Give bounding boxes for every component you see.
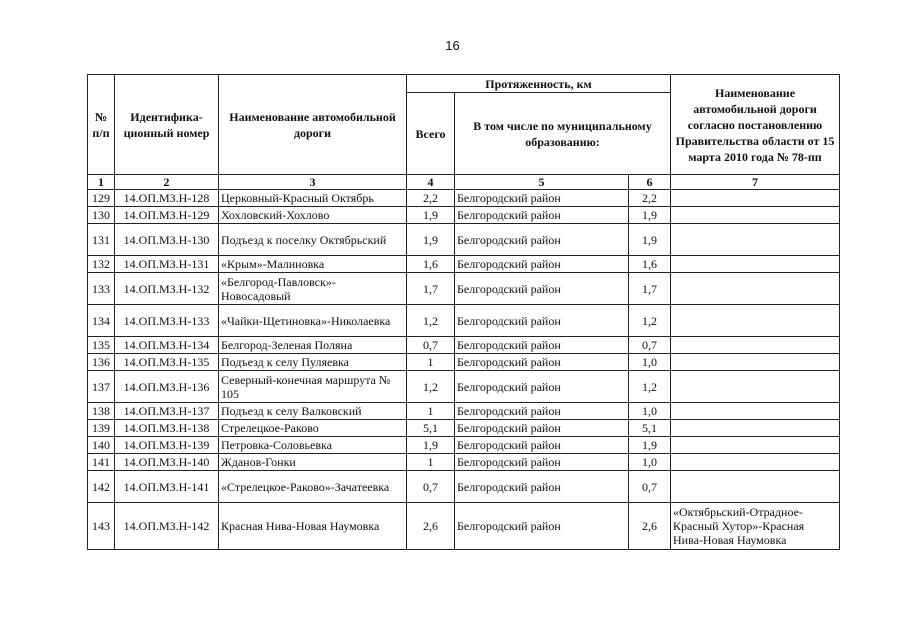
decree-name: [671, 403, 840, 420]
road-name: Церковный-Красный Октябрь: [219, 190, 407, 207]
table-row: [88, 337, 840, 354]
road-name: Хохловский-Хохлово: [219, 207, 407, 224]
table-row: [88, 471, 840, 503]
length-district: 1,0: [629, 354, 671, 371]
column-number: 5: [455, 175, 629, 190]
road-name: Подъезд к селу Валковский: [219, 403, 407, 420]
length-total: 1: [407, 354, 455, 371]
municipal-district: Белгородский район: [455, 224, 629, 256]
length-total: 0,7: [407, 471, 455, 503]
municipal-district: Белгородский район: [455, 207, 629, 224]
header-name: Наименование автомобильной дороги: [219, 75, 407, 175]
row-number: 130: [88, 207, 115, 224]
municipal-district: Белгородский район: [455, 471, 629, 503]
road-id: 14.ОП.МЗ.Н-138: [115, 420, 219, 437]
header-id: Идентифика-ционный номер: [115, 75, 219, 175]
table-row: [88, 305, 840, 337]
municipal-district: Белгородский район: [455, 454, 629, 471]
length-district: 1,6: [629, 256, 671, 273]
length-total: 1,9: [407, 437, 455, 454]
table-row: [88, 207, 840, 224]
road-id: 14.ОП.МЗ.Н-137: [115, 403, 219, 420]
road-name: «Белгород-Павловск»-Новосадовый: [219, 273, 407, 305]
road-name: Северный-конечная маршрута № 105: [219, 371, 407, 403]
column-number: 3: [219, 175, 407, 190]
road-id: 14.ОП.МЗ.Н-135: [115, 354, 219, 371]
length-district: 1,9: [629, 224, 671, 256]
table-row: [88, 403, 840, 420]
length-district: 2,2: [629, 190, 671, 207]
decree-name: [671, 273, 840, 305]
table-row: [88, 420, 840, 437]
length-district: 1,9: [629, 207, 671, 224]
road-id: 14.ОП.МЗ.Н-140: [115, 454, 219, 471]
decree-name: [671, 305, 840, 337]
municipal-district: Белгородский район: [455, 371, 629, 403]
row-number: 141: [88, 454, 115, 471]
road-id: 14.ОП.МЗ.Н-136: [115, 371, 219, 403]
table-row: [88, 454, 840, 471]
length-total: 5,1: [407, 420, 455, 437]
decree-name: [671, 207, 840, 224]
table-row: [88, 273, 840, 305]
municipal-district: Белгородский район: [455, 190, 629, 207]
decree-name: [671, 420, 840, 437]
header-num: № п/п: [88, 75, 115, 175]
length-district: 1,2: [629, 371, 671, 403]
roads-table: [87, 74, 840, 550]
decree-name: [671, 371, 840, 403]
decree-name: [671, 437, 840, 454]
length-district: 0,7: [629, 471, 671, 503]
road-name: Стрелецкое-Раково: [219, 420, 407, 437]
road-id: 14.ОП.МЗ.Н-129: [115, 207, 219, 224]
row-number: 134: [88, 305, 115, 337]
road-id: 14.ОП.МЗ.Н-131: [115, 256, 219, 273]
column-number: 1: [88, 175, 115, 190]
municipal-district: Белгородский район: [455, 354, 629, 371]
row-number: 132: [88, 256, 115, 273]
decree-name: [671, 337, 840, 354]
column-numbers-row: [88, 175, 840, 190]
road-id: 14.ОП.МЗ.Н-128: [115, 190, 219, 207]
road-id: 14.ОП.МЗ.Н-134: [115, 337, 219, 354]
length-total: 1,7: [407, 273, 455, 305]
road-name: Петровка-Соловьевка: [219, 437, 407, 454]
municipal-district: Белгородский район: [455, 256, 629, 273]
municipal-district: Белгородский район: [455, 403, 629, 420]
decree-name: [671, 354, 840, 371]
road-name: Подъезд к селу Пуляевка: [219, 354, 407, 371]
decree-name: [671, 190, 840, 207]
row-number: 143: [88, 503, 115, 550]
table-row: [88, 437, 840, 454]
length-district: 1,0: [629, 403, 671, 420]
decree-name: [671, 224, 840, 256]
road-name: Красная Нива-Новая Наумовка: [219, 503, 407, 550]
column-number: 2: [115, 175, 219, 190]
road-name: Подъезд к поселку Октябрьский: [219, 224, 407, 256]
length-district: 0,7: [629, 337, 671, 354]
header-total: Всего: [407, 93, 455, 175]
road-name: «Чайки-Щетиновка»-Николаевка: [219, 305, 407, 337]
row-number: 135: [88, 337, 115, 354]
row-number: 129: [88, 190, 115, 207]
length-total: 2,6: [407, 503, 455, 550]
length-district: 1,0: [629, 454, 671, 471]
decree-name: [671, 454, 840, 471]
length-total: 1,9: [407, 207, 455, 224]
municipal-district: Белгородский район: [455, 273, 629, 305]
municipal-district: Белгородский район: [455, 305, 629, 337]
table-row: [88, 224, 840, 256]
length-district: 2,6: [629, 503, 671, 550]
column-number: 7: [671, 175, 840, 190]
decree-name: [671, 256, 840, 273]
table-row: [88, 503, 840, 550]
length-district: 1,9: [629, 437, 671, 454]
road-name: «Крым»-Малиновка: [219, 256, 407, 273]
length-total: 2,2: [407, 190, 455, 207]
row-number: 137: [88, 371, 115, 403]
length-total: 1: [407, 454, 455, 471]
row-number: 142: [88, 471, 115, 503]
header-decree: Наименование автомобильной дороги согласно постановлению Правительства области от 15 марта 2010 года № 78-пп: [671, 75, 840, 175]
road-id: 14.ОП.МЗ.Н-142: [115, 503, 219, 550]
row-number: 131: [88, 224, 115, 256]
length-district: 1,2: [629, 305, 671, 337]
page-number: 16: [445, 38, 460, 53]
row-number: 140: [88, 437, 115, 454]
length-total: 1,6: [407, 256, 455, 273]
municipal-district: Белгородский район: [455, 420, 629, 437]
road-name: Белгород-Зеленая Поляна: [219, 337, 407, 354]
row-number: 139: [88, 420, 115, 437]
length-total: 1,9: [407, 224, 455, 256]
road-id: 14.ОП.МЗ.Н-133: [115, 305, 219, 337]
length-total: 1,2: [407, 371, 455, 403]
road-id: 14.ОП.МЗ.Н-130: [115, 224, 219, 256]
length-total: 0,7: [407, 337, 455, 354]
municipal-district: Белгородский район: [455, 337, 629, 354]
road-id: 14.ОП.МЗ.Н-139: [115, 437, 219, 454]
length-district: 1,7: [629, 273, 671, 305]
length-total: 1: [407, 403, 455, 420]
table-row: [88, 354, 840, 371]
column-number: 4: [407, 175, 455, 190]
row-number: 133: [88, 273, 115, 305]
decree-name: «Октябрьский-Отрадное-Красный Хутор»-Красная Нива-Новая Наумовка: [671, 503, 840, 550]
header-including: В том числе по муниципальному образованию:: [455, 93, 671, 175]
row-number: 138: [88, 403, 115, 420]
municipal-district: Белгородский район: [455, 437, 629, 454]
municipal-district: Белгородский район: [455, 503, 629, 550]
road-name: Жданов-Гонки: [219, 454, 407, 471]
table-row: [88, 190, 840, 207]
row-number: 136: [88, 354, 115, 371]
table-row: [88, 371, 840, 403]
road-id: 14.ОП.МЗ.Н-141: [115, 471, 219, 503]
header-length-group: Протяженность, км: [407, 75, 671, 93]
length-district: 5,1: [629, 420, 671, 437]
table-row: [88, 256, 840, 273]
length-total: 1,2: [407, 305, 455, 337]
decree-name: [671, 471, 840, 503]
road-name: «Стрелецкое-Раково»-Зачатеевка: [219, 471, 407, 503]
column-number: 6: [629, 175, 671, 190]
road-id: 14.ОП.МЗ.Н-132: [115, 273, 219, 305]
